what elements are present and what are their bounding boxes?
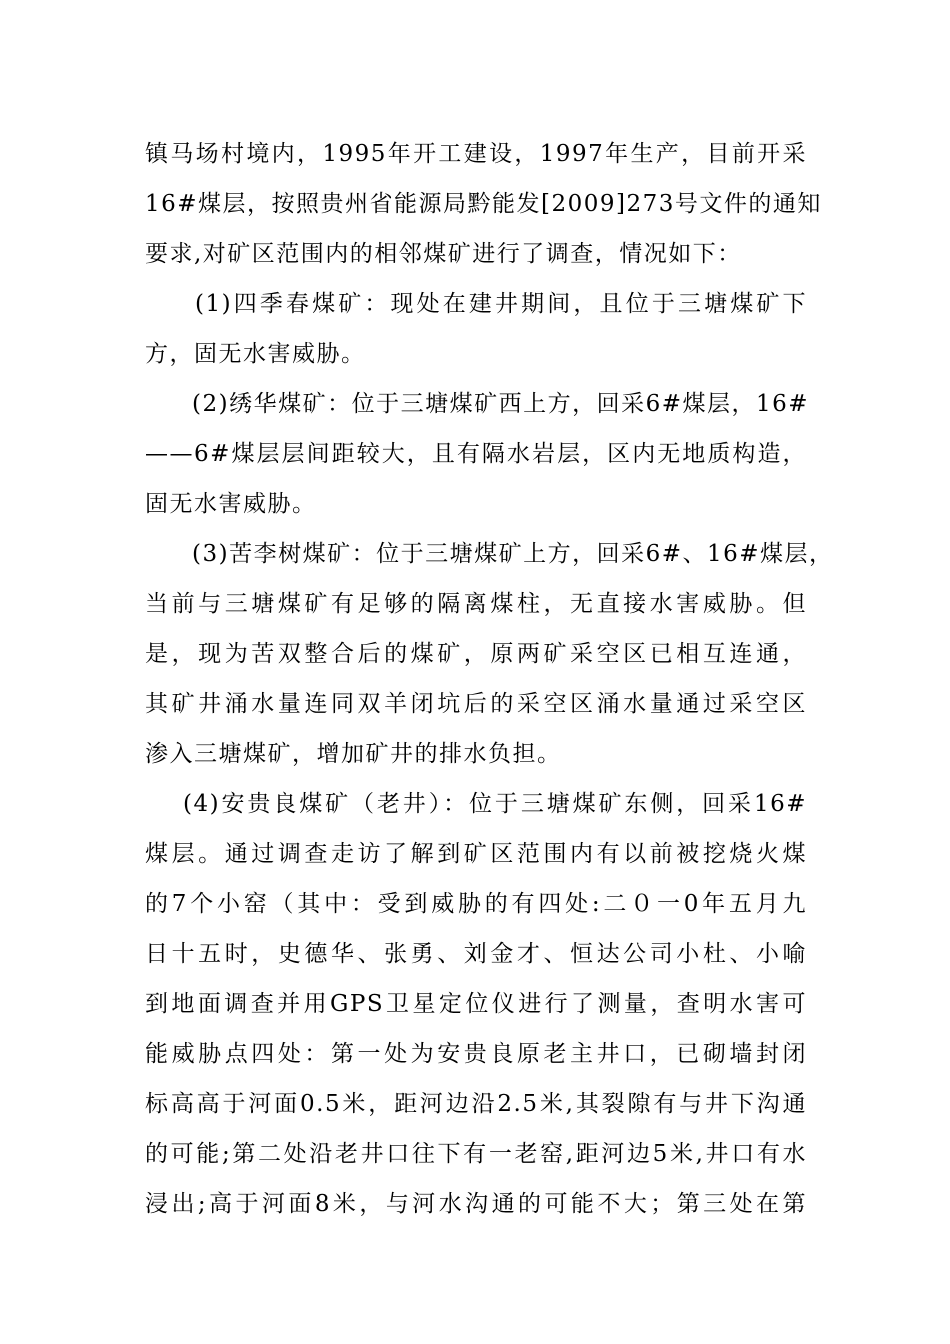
- text-line: 当前与三塘煤矿有足够的隔离煤柱，无直接水害威胁。但: [145, 591, 807, 617]
- text-line: 是，现为苦双整合后的煤矿，原两矿采空区已相互连通，: [145, 641, 807, 667]
- paragraph-1-start: (1)四季春煤矿：现处在建井期间，且位于三塘煤矿下: [195, 291, 807, 317]
- text-line: 到地面调查并用GPS卫星定位仪进行了测量，查明水害可: [145, 991, 807, 1017]
- text-line: 要求,对矿区范围内的相邻煤矿进行了调查，情况如下：: [145, 241, 742, 267]
- text-line: 其矿井涌水量连同双羊闭坑后的采空区涌水量通过采空区: [145, 691, 807, 717]
- text-line: 煤层。通过调查走访了解到矿区范围内有以前被挖烧火煤: [145, 841, 807, 867]
- paragraph-2-start: (2)绣华煤矿：位于三塘煤矿西上方，回采6#煤层，16#: [192, 391, 810, 417]
- text-line: 能威胁点四处：第一处为安贵良原老主井口，已砌墙封闭: [145, 1041, 807, 1067]
- text-line: 方，固无水害威胁。: [145, 341, 366, 367]
- text-line: 标高高于河面0.5米，距河边沿2.5米,其裂隙有与井下沟通: [145, 1091, 807, 1117]
- text-line: 的7个小窑（其中：受到威胁的有四处:二０一0年五月九: [145, 891, 807, 917]
- text-line: 渗入三塘煤矿，增加矿井的排水负担。: [145, 741, 562, 767]
- text-line: ——6#煤层层间距较大，且有隔水岩层，区内无地质构造，: [145, 441, 807, 467]
- text-line: 日十五时，史德华、张勇、刘金才、恒达公司小杜、小喻: [145, 941, 807, 967]
- text-line: 浸出;高于河面8米，与河水沟通的可能不大；第三处在第: [145, 1191, 807, 1217]
- text-line: 的可能;第二处沿老井口往下有一老窑,距河边5米,井口有水: [145, 1141, 807, 1167]
- document-body: [145, 129, 834, 1229]
- text-line: 16#煤层，按照贵州省能源局黔能发[2009]273号文件的通知: [145, 191, 822, 217]
- paragraph-4-start: (4)安贵良煤矿（老井）：位于三塘煤矿东侧，回采16#: [183, 791, 807, 817]
- paragraph-3-start: (3)苦李树煤矿：位于三塘煤矿上方，回采6#、16#煤层，: [192, 541, 834, 567]
- text-line: 镇马场村境内，1995年开工建设，1997年生产，目前开采: [145, 141, 807, 167]
- text-line: 固无水害威胁。: [145, 491, 317, 517]
